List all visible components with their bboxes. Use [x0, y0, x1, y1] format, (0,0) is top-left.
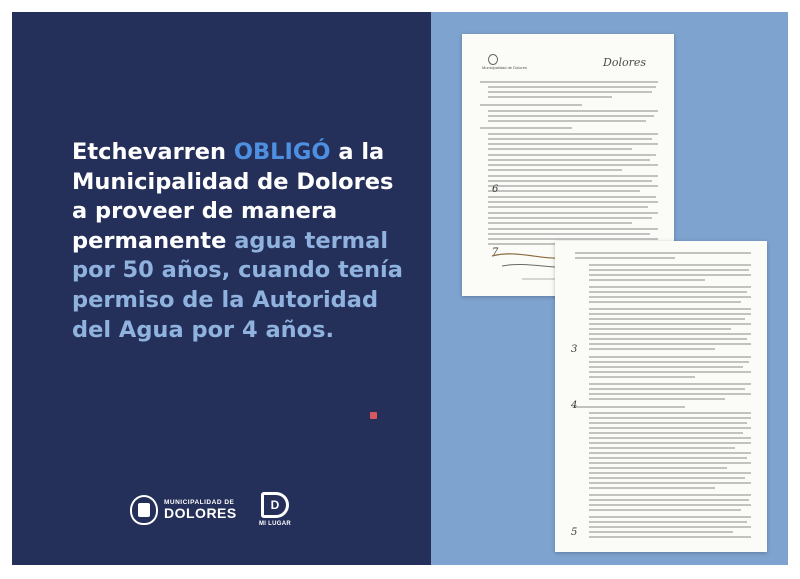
- mi-lugar-d-icon: D: [261, 492, 289, 518]
- mi-lugar-caption: MI LUGAR: [258, 521, 292, 527]
- municipal-logo-line1: MUNICIPALIDAD DE: [164, 498, 235, 506]
- margin-number: 4: [571, 400, 578, 411]
- document-seal-icon: [488, 54, 498, 65]
- small-mark-icon: [370, 412, 377, 419]
- post-card: [12, 12, 788, 565]
- margin-number: 5: [571, 527, 578, 538]
- headline-part-3: a la Municipalidad de Dolores a proveer de manera permanente: [72, 139, 394, 254]
- headline: [72, 138, 412, 345]
- headline-highlight: agua termal por 50 años, cuando tenía permiso de la Autoridad del Agua por 4 años.: [72, 227, 403, 343]
- municipalidad-logo: [130, 495, 237, 525]
- contract-page-2: [555, 241, 767, 552]
- document-header: [462, 34, 674, 76]
- headline-panel: [12, 12, 431, 565]
- headline-part-1: Etchevarren: [72, 139, 234, 165]
- document-text-lines: [555, 241, 767, 552]
- margin-number: 7: [492, 247, 499, 258]
- headline-emphasis: OBLIGÓ: [233, 139, 331, 165]
- municipal-seal-icon: [130, 495, 158, 525]
- document-header-left: Municipalidad de Dolores: [482, 65, 527, 70]
- margin-number: 3: [571, 344, 578, 355]
- document-header-logo: Dolores: [603, 56, 646, 69]
- mi-lugar-logo: [258, 492, 292, 527]
- municipal-logo-line2: DOLORES: [164, 505, 237, 522]
- margin-number: 6: [492, 184, 499, 195]
